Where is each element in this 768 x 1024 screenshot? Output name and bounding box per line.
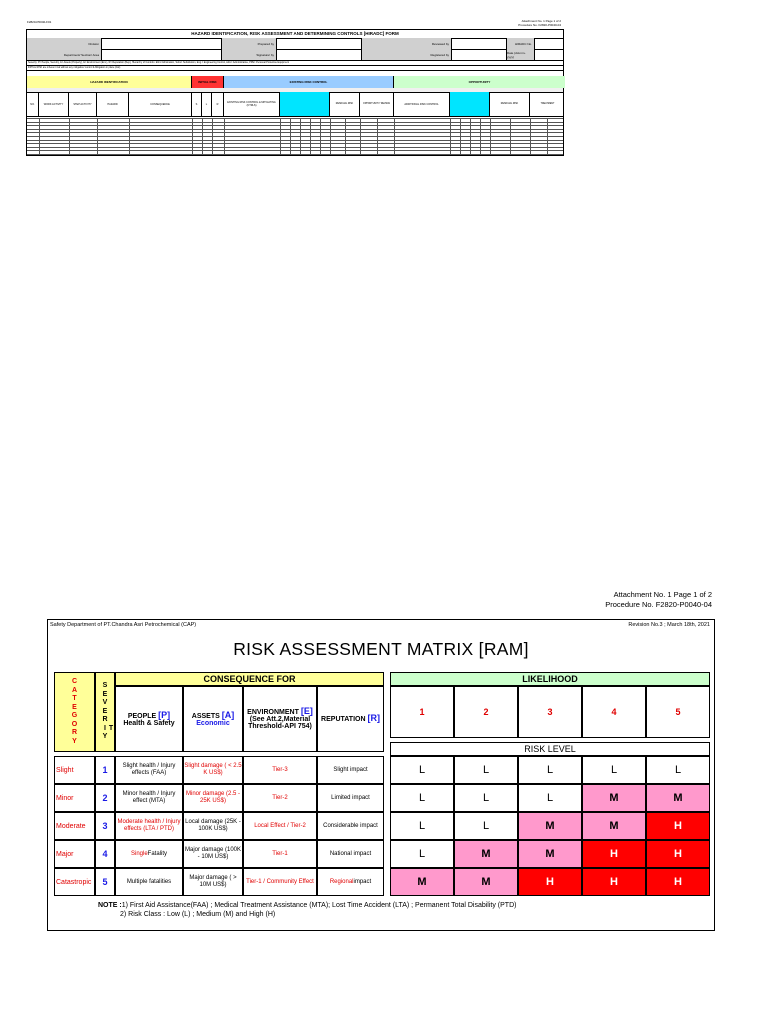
col-env-label: ENVIRONMENT (247, 709, 301, 716)
grid-row-line (27, 143, 563, 144)
col-rep-title (321, 715, 380, 723)
col-reputation (317, 686, 384, 752)
field-registered-by[interactable] (452, 49, 507, 60)
risk-cell-l: L (390, 812, 454, 840)
people-single: Single (130, 850, 148, 857)
field-reviewed-by[interactable] (452, 38, 507, 49)
risk-cell-l: L (454, 784, 518, 812)
category-letter: E (72, 703, 77, 711)
col-rep-code: [R] (367, 713, 380, 723)
label-hiradc-no: HIRADC No. (507, 38, 535, 49)
likelihood-4: 4 (582, 686, 646, 738)
category-letter: O (71, 720, 78, 728)
col-people-title (127, 709, 171, 720)
severity-header (95, 672, 115, 752)
rep-regional: Regional (329, 878, 354, 885)
label-signature: Signature/ by (222, 49, 277, 60)
risk-cell-h: H (646, 812, 710, 840)
ram-note-line-2: 2) Risk Class : Low (L) ; Medium (M) and High (H) (120, 911, 276, 918)
grid-row-line (27, 147, 563, 148)
col-additional-control: ADDITIONAL RISK CONTROL (394, 92, 450, 116)
likelihood-2: 2 (454, 686, 518, 738)
label-division: Division (27, 38, 102, 49)
form-procedure-line: Procedure No. F2820-P0040-04 (518, 23, 561, 27)
severity-2: 2 (95, 784, 115, 812)
severity-letter: S (102, 682, 108, 690)
ram-department: Safety Department of PT.Chandra Asri Petrochemical (CAP) (50, 622, 197, 628)
form-attachment-reference (513, 19, 561, 27)
assets-consequence: Major damage ( > 10M US$) (183, 868, 243, 896)
form-attachment-line: Attachment No. 1 Page 1 of 2 (521, 19, 561, 23)
severity-3: 3 (95, 812, 115, 840)
col-residual-risk-2: RESIDUAL RISK (490, 92, 530, 116)
band-initial-risk: INITIAL RISK (192, 76, 224, 88)
col-env-sub: (See Att.2,Material Threshold-API 754) (248, 716, 312, 730)
col-residual-risk-1: RESIDUAL RISK (330, 92, 360, 116)
grid-row-line (27, 154, 563, 155)
risk-cell-l: L (518, 756, 582, 784)
grid-row-line (27, 118, 563, 119)
grid-row-line (27, 122, 563, 123)
col-opportunity-review: OPPORTUNITY/ REVIEW (360, 92, 394, 116)
col-treatment: TREATMENT (540, 103, 555, 105)
ram-note (98, 901, 516, 919)
grid-row-line (27, 129, 563, 130)
reputation-consequence: Slight impact (317, 756, 384, 784)
col-people-code: [P] (158, 709, 171, 720)
likelihood-3: 3 (518, 686, 582, 738)
reputation-consequence: Considerable impact (317, 812, 384, 840)
grid-row-line (27, 140, 563, 141)
ram-attachment-ref (560, 590, 712, 610)
category-slight: Slight (54, 756, 95, 784)
risk-cell-l: L (390, 756, 454, 784)
risk-cell-m: M (518, 812, 582, 840)
grid-row-line (27, 136, 563, 137)
band-existing-risk-control: EXISTING RISK CONTROL (224, 76, 394, 88)
col-consequence: CONSEQUENCE (129, 92, 192, 116)
category-letter: C (71, 678, 78, 685)
label-department: Department/ Section/ Area (27, 49, 102, 60)
severity-4: 4 (95, 840, 115, 868)
col-existing-control: EXISTING RISK CONTROL & MITIGATING (CTRLS) (224, 92, 280, 116)
ram-attachment-line: Attachment No. 1 Page 1 of 2 (613, 590, 712, 599)
category-letter: A (71, 686, 78, 694)
col-environment (243, 686, 317, 752)
grid-row-line (27, 125, 563, 126)
category-moderate: Moderate (54, 812, 95, 840)
ram-note-line-1 (98, 901, 516, 910)
category-letter: T (72, 695, 77, 702)
people-consequence: Slight health / Injury effects (FAA) (115, 756, 183, 784)
severity-1: 1 (95, 756, 115, 784)
risk-cell-m: M (518, 840, 582, 868)
assets-consequence: Minor damage (2.5 - 25K US$) (183, 784, 243, 812)
category-letter: R (71, 729, 78, 736)
band-hazard-identification: HAZARD IDENTIFICATION (27, 76, 192, 88)
risk-cell-m: M (646, 784, 710, 812)
col-no: NO. (27, 92, 39, 116)
ram-note-label: NOTE : (98, 902, 122, 909)
reputation-consequence: Limited impact (317, 784, 384, 812)
field-hiradc-no[interactable] (535, 38, 565, 49)
label-date: Date (dd-mm-yyyy) (507, 49, 535, 60)
col-assets-title (191, 709, 235, 720)
col-additional-hierarchy-cyan (450, 92, 490, 116)
field-signature[interactable] (277, 49, 362, 60)
label-reviewed-by: Reviewed by (362, 38, 452, 49)
people-consequence (115, 840, 183, 868)
environment-consequence: Local Effect / Tier-2 (243, 812, 317, 840)
risk-assessment-matrix (47, 619, 715, 931)
severity-letter: R (102, 716, 108, 724)
severity-letter: Y (102, 733, 108, 741)
hiradc-empty-rows (27, 118, 563, 155)
col-assets-sub: Economic (196, 719, 230, 727)
col-hazard: HAZARD (97, 92, 129, 116)
category-major: Major (54, 840, 95, 868)
people-consequence: Multiple fatalities (115, 868, 183, 896)
col-l: L (202, 92, 212, 116)
risk-cell-l: L (390, 784, 454, 812)
severity-letter: E (102, 707, 108, 715)
band-opportunity: OPPORTUNITY (394, 76, 565, 88)
risk-level-header: RISK LEVEL (390, 742, 710, 756)
consequence-header: CONSEQUENCE FOR (115, 672, 384, 686)
risk-cell-l: L (582, 756, 646, 784)
col-assets-label: ASSETS (191, 712, 222, 720)
ram-procedure-line: Procedure No. F2820-P0040-04 (605, 600, 712, 609)
grid-row-line (27, 132, 563, 133)
risk-cell-m: M (454, 868, 518, 896)
ram-revision: Revision No.3 ; March 18th, 2021 (628, 622, 710, 628)
col-hierarchy-cyan (280, 92, 330, 116)
hiradc-note-1: Severity: P= People, Security, A= Assets (Property), E= Environment (Env.), R= Reputation (Rep), Hierarchy of Controls: Elim= Elimination, Subs= Substitution, Eng.= Engineering Control, Adm= Administrative, PPE= Personal Protective Equipment (27, 60, 564, 66)
ram-note-1-text: 1) First Aid Assistance(FAA) ; Medical Treatment Assistance (MTA); Lost Time Accident (LTA) ; Permanent Total Disability (PTD) (121, 902, 517, 909)
hiradc-form (26, 29, 564, 156)
category-letter: Y (72, 737, 77, 745)
hiradc-title: HAZARD IDENTIFICATION, RISK ASSESSMENT AND DETERMINING CONTROLS [HIRADC] FORM (27, 30, 563, 39)
likelihood-header: LIKELIHOOD (390, 672, 710, 686)
hiradc-note-2: INITIAL RISK are inherent risk without any mitigation/ control & Mitigation in place (risk) (27, 65, 564, 71)
field-prepared-by[interactable] (277, 38, 362, 49)
severity-letter: I (104, 724, 106, 732)
environment-consequence: Tier-2 (243, 784, 317, 812)
risk-cell-l: L (390, 840, 454, 868)
reputation-consequence (317, 868, 384, 896)
field-division[interactable] (102, 38, 222, 49)
risk-cell-m: M (582, 784, 646, 812)
col-assets (183, 686, 243, 752)
risk-cell-h: H (518, 868, 582, 896)
environment-consequence: Tier-3 (243, 756, 317, 784)
col-env-title (247, 708, 313, 716)
form-reference: F2820-P0040-F01 (27, 20, 52, 24)
assets-consequence: Slight damage ( < 2.5 K US$) (183, 756, 243, 784)
category-letter: G (71, 712, 78, 719)
risk-cell-l: L (454, 812, 518, 840)
likelihood-5: 5 (646, 686, 710, 738)
severity-letter: V (102, 699, 108, 707)
label-registered-by: Registered by (362, 49, 452, 60)
risk-cell-l: L (518, 784, 582, 812)
col-r: R (212, 92, 224, 116)
risk-cell-h: H (646, 840, 710, 868)
assets-consequence: Major damage (100K - 10M US$) (183, 840, 243, 868)
col-assets-code: [A] (221, 709, 235, 720)
col-step-activity: STEP ACTIVITY (69, 92, 97, 116)
risk-cell-m: M (454, 840, 518, 868)
col-work-activity: WORK ACTIVITY (39, 92, 69, 116)
category-header (54, 672, 95, 752)
label-prepared-by: Prepared by (222, 38, 277, 49)
risk-cell-l: L (454, 756, 518, 784)
category-minor: Minor (54, 784, 95, 812)
severity-5: 5 (95, 868, 115, 896)
col-s: S (192, 92, 202, 116)
people-consequence: Minor health / Injury effect (MTA) (115, 784, 183, 812)
people-fatality: Fatality (147, 850, 168, 857)
reputation-consequence: National impact (317, 840, 384, 868)
col-rep-label: REPUTATION (321, 716, 368, 723)
rep-impact: impact (353, 878, 372, 885)
risk-cell-h: H (582, 868, 646, 896)
grid-row-line (27, 150, 563, 151)
risk-cell-m: M (582, 812, 646, 840)
field-department[interactable] (102, 49, 222, 60)
col-env-code: [E] (300, 706, 313, 716)
severity-letter: E (102, 690, 108, 698)
col-people-sub: Health & Safety (123, 719, 175, 727)
field-date[interactable] (535, 49, 565, 60)
category-catastropic: Catastropic (54, 868, 95, 896)
risk-cell-l: L (646, 756, 710, 784)
ram-title: RISK ASSESSMENT MATRIX [RAM] (233, 639, 529, 659)
assets-consequence: Local damage (25K - 100K US$) (183, 812, 243, 840)
col-people-label: PEOPLE (127, 712, 159, 720)
environment-consequence: Tier-1 / Community Effect (243, 868, 317, 896)
risk-cell-h: H (646, 868, 710, 896)
risk-cell-m: M (390, 868, 454, 896)
col-people (115, 686, 183, 752)
environment-consequence: Tier-1 (243, 840, 317, 868)
risk-cell-h: H (582, 840, 646, 868)
severity-letter: T (108, 724, 114, 732)
hiradc-column-heading-row (27, 92, 563, 117)
likelihood-1: 1 (390, 686, 454, 738)
people-consequence: Moderate health / Injury effects (LTA / PTD) (115, 812, 183, 840)
